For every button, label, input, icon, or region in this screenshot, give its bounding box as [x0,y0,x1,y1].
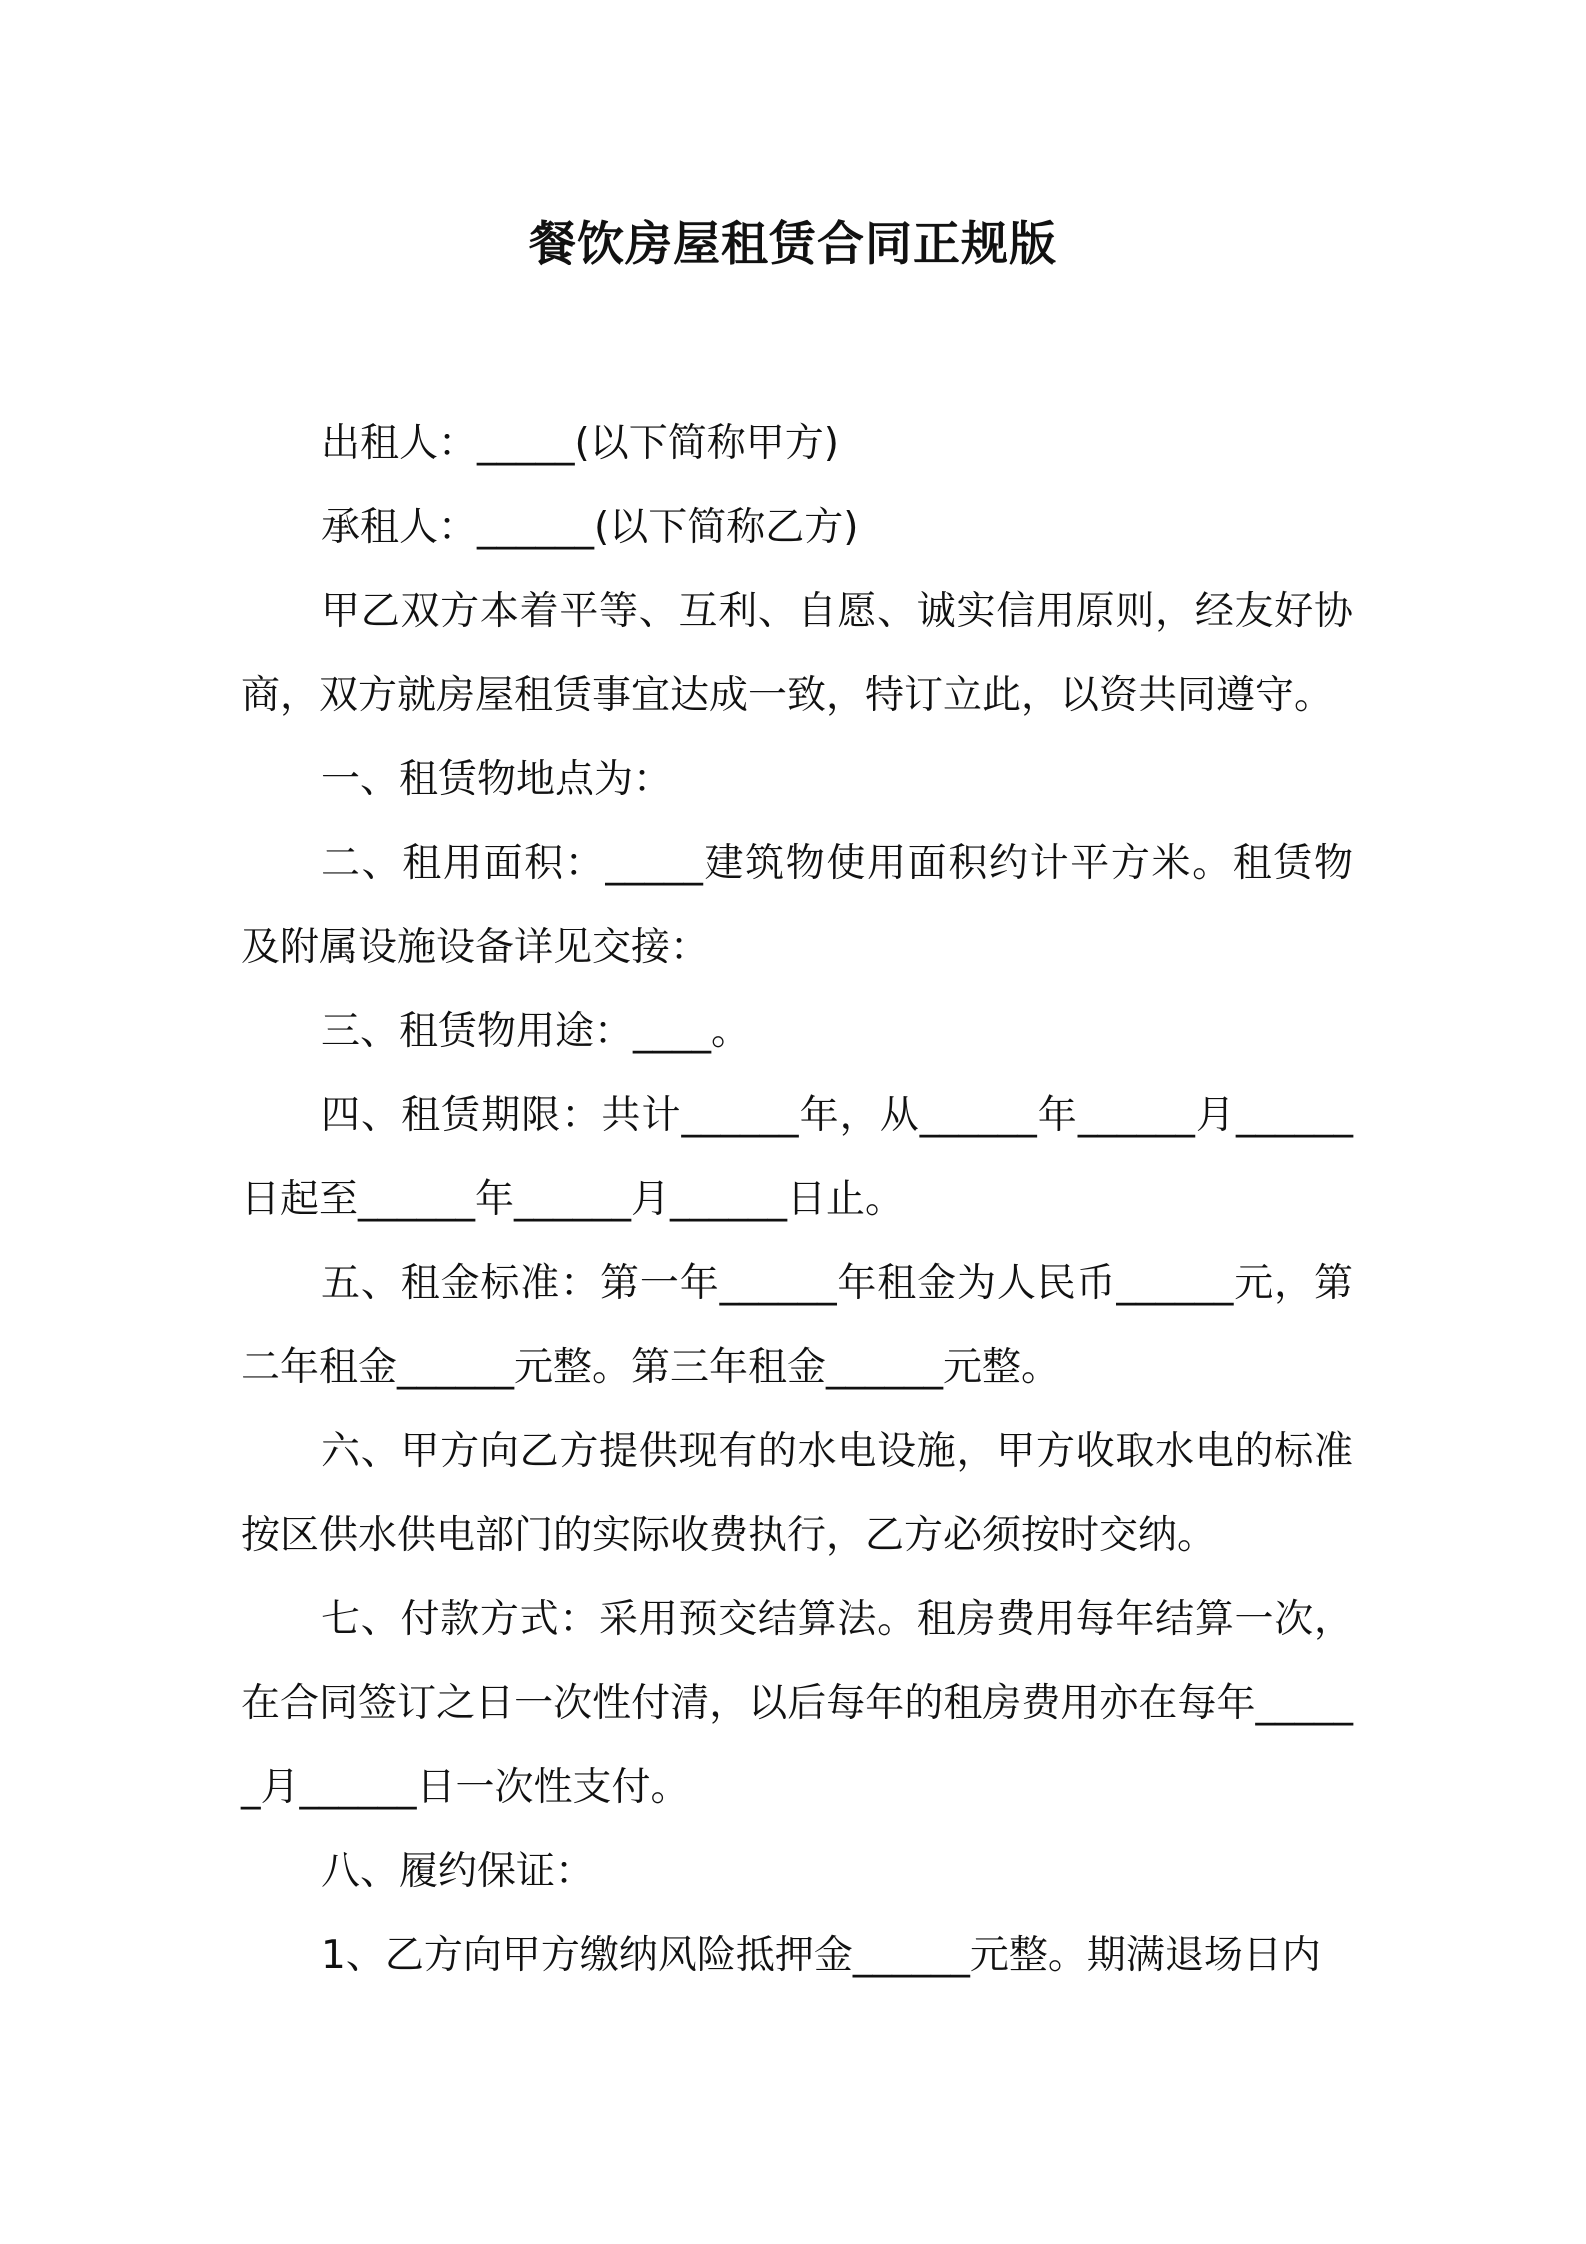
paragraph-clause-1: 一、租赁物地点为： [321,757,673,802]
paragraph-clause-6: 六、甲方向乙方提供现有的水电设施，甲方收取水电的标准按区供水供电部门的实际收费执行，乙方必须按时交纳。 [241,1429,1353,1558]
paragraph-clause-5: 五、租金标准：第一年______年租金为人民币______元，第二年租金______元整。第三年租金______元整。 [241,1261,1353,1390]
paragraph-preamble: 甲乙双方本着平等、互利、自愿、诚实信用原则，经友好协商，双方就房屋租赁事宜达成一致，特订立此，以资共同遵守。 [241,589,1353,718]
paragraph-lessor: 出租人：_____(以下简称甲方) [321,421,839,466]
paragraph-clause-2: 二、租用面积：_____建筑物使用面积约计平方米。租赁物及附属设施设备详见交接： [241,841,1353,970]
document-body [241,402,1353,1998]
paragraph-clause-4: 四、租赁期限：共计______年，从______年______月______日起至______年______月______日止。 [241,1093,1353,1222]
paragraph-lessee: 承租人：______(以下简称乙方) [321,505,859,550]
paragraph-clause-3: 三、租赁物用途：____。 [321,1009,751,1054]
page-title: 餐饮房屋租赁合同正规版 [529,217,1057,272]
paragraph-clause-7: 七、付款方式：采用预交结算法。租房费用每年结算一次，在合同签订之日一次性付清，以后每年的租房费用亦在每年______月______日一次性支付。 [241,1597,1353,1810]
paragraph-clause-8: 八、履约保证： [321,1849,595,1894]
paragraph-clause-8-1: 1、乙方向甲方缴纳风险抵押金______元整。期满退场日内 [321,1933,1321,1978]
